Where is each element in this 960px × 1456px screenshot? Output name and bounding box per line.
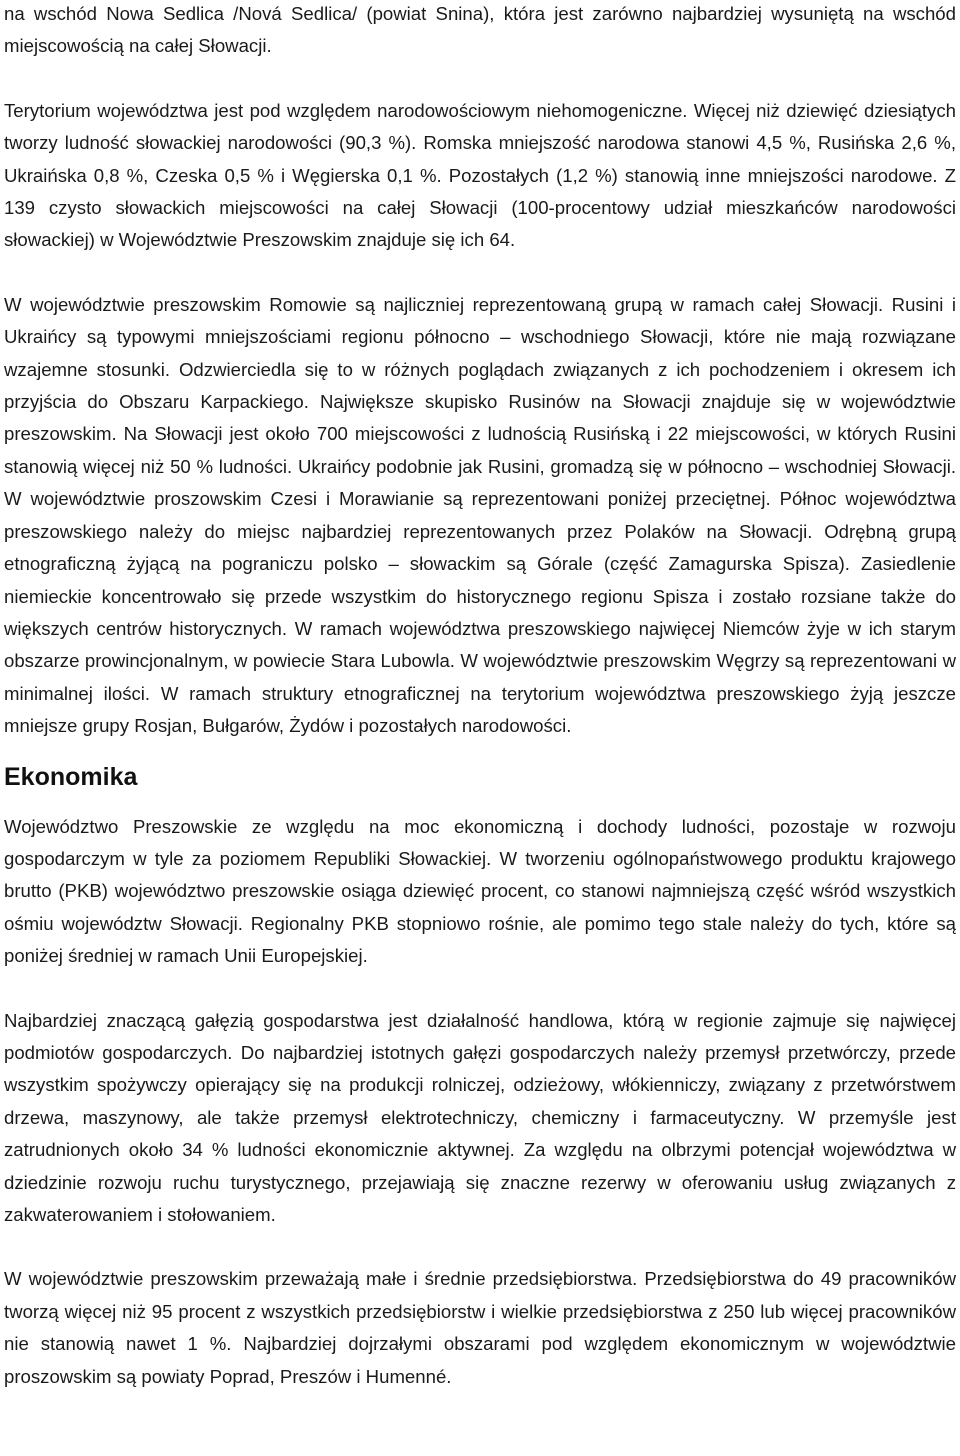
heading-spacer [4, 797, 956, 811]
paragraph-minorities: W województwie preszowskim Romowie są najliczniej reprezentowaną grupą w ramach całej Słowacji. Rusini i Ukraińcy są typowymi mniejszościami regionu północno – wschodniego Słowacji, które nie mają rozwiązane wzajemne stosunki. Odzwierciedla się to w różnych poglądach związanych z ich pochodzeniem i okresem ich przyjścia do Obszaru Karpackiego. Największe skupisko Rusinów na Słowacji znajduje się w województwie preszowskim. Na Słowacji jest około 700 miejscowości z ludnością Rusińską i 22 miejscowości, w których Rusini stanowią więcej niż 50 % ludności. Ukraińcy podobnie jak Rusini, gromadzą się w północno – wschodniej Słowacji. W województwie proszowskim Czesi i Morawianie są reprezentowani poniżej przeciętnej. Północ województwa preszowskiego należy do miejsc najbardziej reprezentowanych przez Polaków na Słowacji. Odrębną grupą etnograficzną żyjącą na pograniczu polsko – słowackim są Górale (część Zamagurska Spisza). Zasiedlenie niemieckie koncentrowało się przede wszystkim do historycznego regionu Spisza i zostało rozsiane także do większych centrów historycznych. W ramach województwa preszowskiego najwięcej Niemców żyje w ich starym obszarze prowincjonalnym, w powiecie Stara Lubowla. W województwie preszowskim Węgrzy są reprezentowani w minimalnej ilości. W ramach struktury etnograficznej na terytorium województwa preszowskiego żyją jeszcze mniejsze grupy Rosjan, Bułgarów, Żydów i pozostałych narodowości. [4, 293, 956, 737]
section-heading-economy: Ekonomika [4, 762, 138, 791]
paragraph-spacer [4, 63, 956, 95]
paragraph-spacer [4, 973, 956, 1005]
paragraph-spacer [4, 1231, 956, 1263]
paragraph-intro-continuation: na wschód Nowa Sedlica /Nová Sedlica/ (powiat Snina), która jest zarówno najbardziej wysuniętą na wschód miejscowością na całej Słowacji. [4, 3, 956, 57]
paragraph-spacer [4, 257, 956, 289]
paragraph-economy-branches: Najbardziej znaczącą gałęzią gospodarstwa jest działalność handlowa, którą w regionie zajmuje się najwięcej podmiotów gospodarczych. Do najbardziej istotnych gałęzi gospodarczych należy przemysł przetwórczy, przede wszystkim spożywczy opierający się na produkcji rolniczej, odzieżowy, włókienniczy, związany z przetwórstwem drzewa, maszynowy, ale także przemysł elektrotechniczy, chemiczny i farmaceutyczny. W przemyśle jest zatrudnionych około 34 % ludności ekonomicznie aktywnej. Za względu na olbrzymi potencjał województwa w dziedzinie rozwoju ruchu turystycznego, przejawiają się znaczne rezerwy w oferowaniu usług związanych z zakwaterowaniem i stołowaniem. [4, 1009, 956, 1225]
paragraph-economy-enterprises: W województwie preszowskim przeważają małe i średnie przedsiębiorstwa. Przedsiębiorstwa do 49 pracowników tworzą więcej niż 95 procent z wszystkich przedsiębiorstw i wielkie przedsiębiorstwa z 250 lub więcej pracowników nie stanowią nawet 1 %. Najbardziej dojrzałymi obszarami pod względem ekonomicznym w województwie proszowskim są powiaty Poprad, Preszów i Humenné. [4, 1268, 956, 1387]
paragraph-nationality-structure: Terytorium województwa jest pod względem narodowościowym niehomogeniczne. Więcej niż dziewięć dziesiątych tworzy ludność słowackiej narodowości (90,3 %). Romska mniejszość narodowa stanowi 4,5 %, Rusińska 2,6 %, Ukraińska 0,8 %, Czeska 0,5 % i Węgierska 0,1 %. Pozostałych (1,2 %) stanowią inne mniejszości narodowe. Z 139 czysto słowackich miejscowości na całej Słowacji (100-procentowy udział mieszkańców narodowości słowackiej) w Województwie Preszowskim znajduje się ich 64. [4, 99, 956, 251]
heading-spacer [4, 743, 956, 757]
paragraph-economy-overview: Województwo Preszowskie ze względu na moc ekonomiczną i dochody ludności, pozostaje w rozwoju gospodarczym w tyle za poziomem Republiki Słowackiej. W tworzeniu ogólnopaństwowego produktu krajowego brutto (PKB) województwo preszowskie osiąga dziewięć procent, co stanowi najmniejszą część wśród wszystkich ośmiu województw Słowacji. Regionalny PKB stopniowo rośnie, ale pomimo tego stale należy do tych, które są poniżej średniej w ramach Unii Europejskiej. [4, 815, 956, 967]
document-page [4, 0, 956, 1393]
